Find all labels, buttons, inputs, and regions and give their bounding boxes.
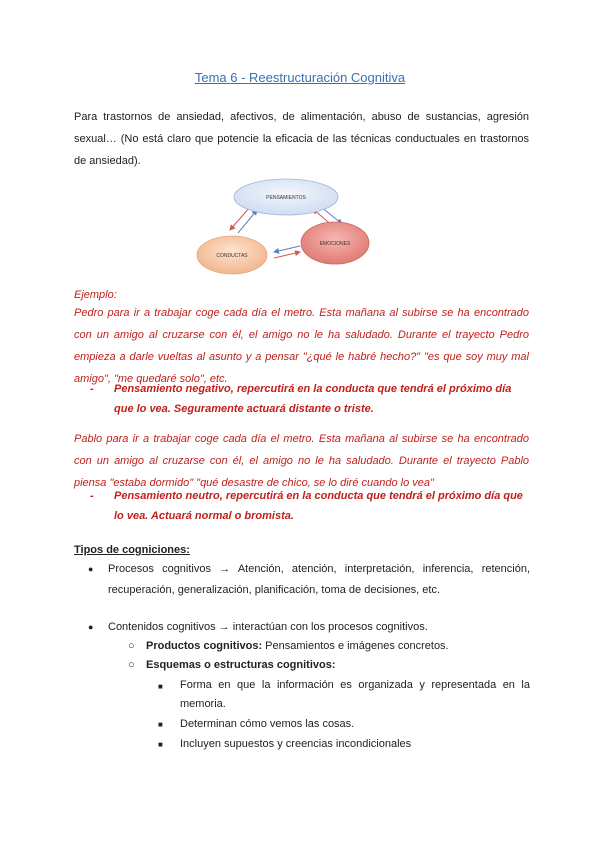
arrow-right-to-left (274, 246, 300, 252)
page-title: Tema 6 - Reestructuración Cognitiva (194, 70, 406, 85)
sub-bullet-marker: ○ (128, 659, 135, 671)
example-point-negative (90, 379, 530, 419)
esquemas-subitem (158, 676, 530, 714)
example-label: Ejemplo: (74, 289, 117, 301)
list-item-procesos (88, 559, 530, 601)
square-bullet-marker: ■ (158, 740, 163, 749)
node-emociones-label: EMOCIONES (319, 241, 351, 247)
example-story-pedro: Pedro para ir a trabajar coge cada día el metro. Esta mañana al subirse se ha encontrado con un amigo al cruzarse con él, el amigo no le ha saludado. Durante el trayecto Pedro empieza a darle vueltas al asunto y a pensar "¿qué le habré hecho?" "es que soy muy mal amigo", "me quedaré solo", etc. (74, 307, 529, 385)
square-bullet-marker: ■ (158, 682, 163, 691)
list-item-procesos-text: Procesos cognitivos → Atención, atención, interpretación, inferencia, retención, recuperación, generalización, planificación, toma de decisiones, etc. (108, 563, 530, 596)
list-item-contenidos-text: Contenidos cognitivos → interactúan con los procesos cognitivos. (108, 621, 428, 633)
esquemas-subitem-text: Incluyen supuestos y creencias incondicionales (180, 738, 412, 750)
cognitive-triangle-diagram (192, 176, 390, 276)
bullet-marker: ● (88, 564, 94, 574)
esquemas-subitem (158, 714, 530, 735)
list-item-esquemas (128, 655, 530, 676)
sub-bullet-marker: ○ (128, 640, 135, 652)
arrow-left-to-top (238, 210, 257, 233)
arrow-top-to-left (230, 207, 250, 230)
example-point-neutral (90, 486, 530, 526)
example-point-negative-text: Pensamiento negativo, repercutirá en la conducta que tendrá el próximo día que lo vea. Seguramente actuará distante o triste. (114, 383, 512, 415)
example-point-neutral-text: Pensamiento neutro, repercutirá en la conducta que tendrá el próximo día que lo vea. Actuará normal o bromista. (114, 490, 523, 522)
node-conductas-label: CONDUCTAS (216, 253, 248, 259)
esquemas-label: Esquemas o estructuras cognitivos: (146, 659, 336, 671)
intro-paragraph: Para trastornos de ansiedad, afectivos, de alimentación, abuso de sustancias, agresión sexual… (No está claro que potencie la eficacia de las técnicas conductuales en trastornos de ansiedad). (74, 111, 529, 167)
dash-marker: - (90, 490, 94, 502)
list-item-contenidos (88, 617, 530, 638)
dash-marker: - (90, 383, 94, 395)
productos-text: Pensamientos e imágenes concretos. (262, 640, 449, 652)
example-story-pablo: Pablo para ir a trabajar coge cada día el metro. Esta mañana al subirse se ha encontrado con un amigo al cruzarse con él, el amigo no le ha saludado. Durante el trayecto Pablo piensa "estaba dormido" "qué desastre de chico, se lo diré cuando lo vea" (74, 433, 529, 489)
list-item-productos (128, 636, 530, 657)
square-bullet-marker: ■ (158, 720, 163, 729)
bullet-marker: ● (88, 622, 94, 632)
section-heading-tipos: Tipos de cogniciones: (74, 544, 190, 556)
esquemas-subitem-text: Forma en que la información es organizada y representada en la memoria. (180, 679, 530, 710)
arrow-left-to-right (274, 252, 300, 258)
esquemas-subitem-text: Determinan cómo vemos las cosas. (180, 718, 355, 730)
productos-label: Productos cognitivos: (146, 640, 263, 652)
node-pensamientos-label: PENSAMIENTOS (266, 195, 306, 201)
esquemas-subitem (158, 734, 530, 755)
